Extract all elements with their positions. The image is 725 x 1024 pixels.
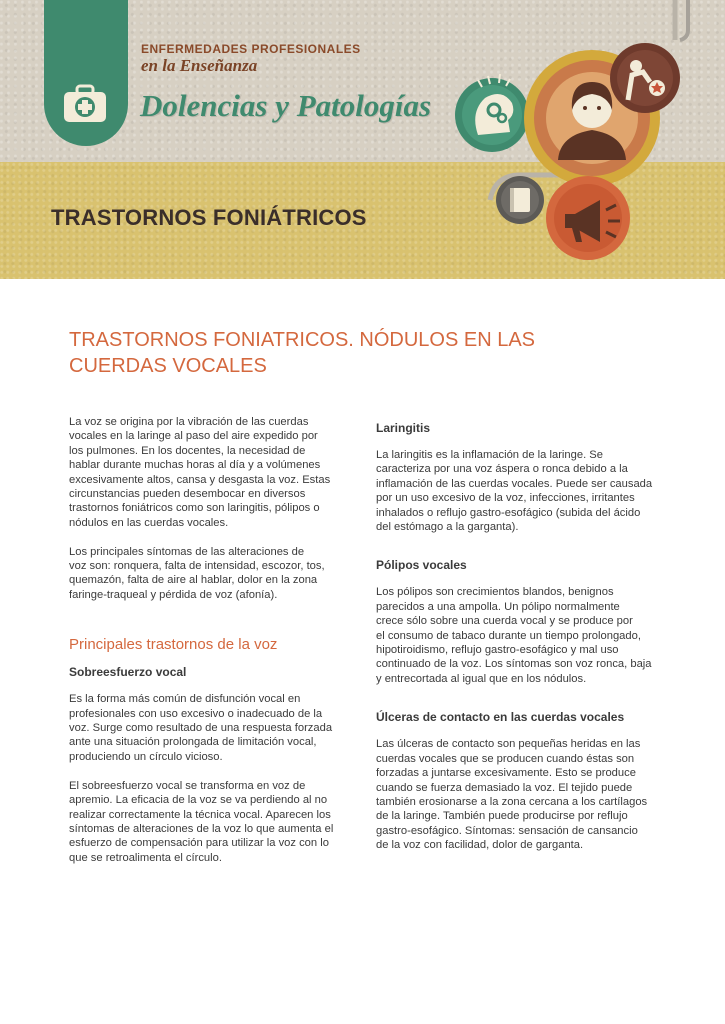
brand-line-2: en la Enseñanza [141, 56, 258, 75]
section-title: TRASTORNOS FONIÁTRICOS [51, 205, 367, 230]
brand-line-1: ENFERMEDADES PROFESIONALES [141, 42, 361, 56]
heading-polipos: Pólipos vocales [376, 558, 467, 573]
heading-ulceras: Úlceras de contacto en las cuerdas vocales [376, 710, 625, 725]
first-aid-kit-icon [62, 84, 108, 124]
caregiver-icon [610, 43, 680, 113]
brand-line-3: Dolencias y Patologías [140, 88, 432, 123]
laringitis-paragraph: La laringitis es la inflamación de la laringe. Se caracteriza por una voz áspera o ronca debido a la inflamación de las cuerdas vocales. Puede ser causada por un uso excesivo de la voz, infecciones, irritantes inhalados o reflujo gastro-esofágico (subida del ácido del estómago a la garganta). [376, 449, 653, 534]
book-icon [496, 176, 544, 224]
left-column [69, 415, 347, 880]
heading-laringitis: Laringitis [376, 421, 431, 435]
heading-sobreesfuerzo: Sobreesfuerzo vocal [69, 665, 187, 680]
sobreesfuerzo-paragraph-1: Es la forma más común de disfunción vocal en profesionales con uso excesivo o inadecuado de la voz. Surge como resultado de una respuesta forzada ante una situación prolongada de limitación vocal, produciendo un círculo vicioso. [69, 693, 333, 763]
brand-tab [44, 0, 128, 146]
intro-paragraph-1: La voz se origina por la vibración de las cuerdas vocales en la laringe al paso del aire expedido por los pulmones. En los docentes, la necesidad de hablar durante muchas horas al día y a volúmenes excesivamente altos, cansa y desgasta la voz. Estas circunstancias pueden desembocar en diversos trastornos foniátricos como son laringitis, pólipos o nódulos en las cuerdas vocales. [69, 416, 331, 529]
polipos-paragraph: Los pólipos son crecimientos blandos, benignos parecidos a una ampolla. Un pólipo normalmente crece sólo sobre una cuerda vocal y se produce por el consumo de tabaco durante un tiempo prolongado, hipotiroidismo, reflujo gastro-esofágico y mal uso continuado de la voz. Los síntomas son voz ronca, baja y entrecortada al igual que en los nódulos. [376, 586, 652, 685]
megaphone-icon [546, 176, 630, 260]
article-title: TRASTORNOS FONIATRICOS. NÓDULOS EN LAS CUERDAS VOCALES [69, 329, 535, 377]
sobreesfuerzo-paragraph-2: El sobreesfuerzo vocal se transforma en voz de apremio. La eficacia de la voz se va perdiendo al no realizar correctamente la técnica vocal. Aparecen los síntomas de alteraciones de la voz lo que aumenta el esfuerzo de compensación para utilizar la voz con lo que se retroalimenta el círculo. [69, 779, 334, 864]
header-illustration [440, 0, 725, 279]
right-column [376, 415, 656, 867]
subheading-principales: Principales trastornos de la voz [69, 636, 278, 654]
intro-paragraph-2: Los principales síntomas de las alteraciones de voz son: ronquera, falta de intensidad, escozor, tos, quemazón, falta de aire al hablar, dolor en la zona faringe-traqueal y pérdida de voz (afonía). [69, 545, 325, 601]
brain-gears-icon [455, 74, 529, 152]
ulceras-paragraph: Las úlceras de contacto son pequeñas heridas en las cuerdas vocales que se producen cuando éstas son forzadas a juntarse excesivamente. Esto se produce cuando se fuerza demasiado la voz. El tejido puede también erosionarse a la zona cercana a los cartílagos de la laringe. También puede producirse por reflujo gastro-esofágico. Síntomas: sensación de cansancio de la voz con facilidad, dolor de garganta. [376, 738, 648, 852]
